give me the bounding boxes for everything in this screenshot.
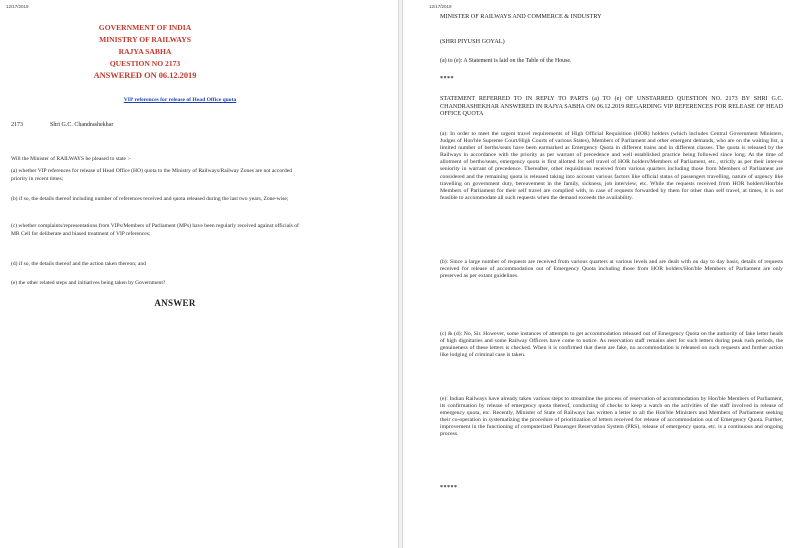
question-a: (a) whether VIP references for release of Head Office (HO) quota to the Ministry of Railways/Railway Zones are not accorded priority in recent times; (11, 168, 292, 183)
reply-c-d: (c) & (d): No, Sir. However, some instances of attempts to get accommodation released out of Emergency Quota on the authority of fake letter heads of high dignitaries and some Railway Officers have come to notice. As reservation staff remains alert for such letters during peak rush periods, the genuineness of these letters is checked. When it is confirmed that these are fake, no accommodation is released on such requests and further action like lodging of criminal case is taken. (440, 331, 783, 359)
question-d: (d) if so, the details thereof and the action taken thereon; and (11, 261, 146, 267)
end-stars: ***** (440, 485, 458, 491)
reply-a: (a): In order to meet the urgent travel requirements of High Official Requisition (HOR) holders (which includes Central Government Ministers, Judges of Hon'ble Supreme Court/High Courts of various States), Members of Parliament and other emergent demands, who are on the waiting list, a limited number of berths/seats have been earmarked as Emergency Quota in different trains and in different classes. The quota is released by the Railways in accordance with the priority as per warrant of precedence and well established practice being followed since long. At the time of allotment of berths/seats, emergency quota is first allotted for self travel of HOR holders/Members of Parliament, etc., strictly as per their inter-se seniority in warrant of precedence. Thereafter, other requisitions received from various quarters including those from Members of Parliament are considered and the remaining quota is released taking into account various factors like official status of passengers travelling, nature of urgency like travelling on government duty, bereavement in the family, sickness, job interview, etc. While the requests received from HOR holders/Hon'ble Members of Parliament for their self travel are complied with, in case of requests forwarded by them for other than self travel, at times, it is not feasible to accommodate all such requests when the demand exceeds the availability. (440, 131, 783, 201)
header-government: GOVERNMENT OF INDIA (98, 23, 192, 32)
subject-link[interactable]: VIP references for release of Head Office quota (123, 97, 237, 103)
header-question-no: QUESTION NO 2173 (109, 59, 181, 68)
answer-heading: ANSWER (154, 298, 196, 308)
reply-e: (e): Indian Railways have already taken various steps to streamline the process of reservation of accommodation by Hon'ble Members of Parliament, its confirmation by release of emergency quota thereof, conducting of checks to keep a watch on the activities of the staff involved in release of emergency quota, etc. Recently, Minister of State of Railways has written a letter to all the Hon'ble Ministers and Members of Parliament seeking their co-operation in systematizing the procedure of prioritization of letters received for release of accommodation out of Emergency Quota. Further, improvement in the functioning of computerized Passenger Reservation System (PRS), release of emergency quota, etc. is a continuous and ongoing process. (440, 396, 783, 438)
question-intro: Will the Minister of RAILWAYS be pleased to state :- (11, 156, 131, 162)
reply-b: (b): Since a large number of requests are received from various quarters at various levels and are dealt with on day to day basis, details of requests received for release of accommodation out of Emergency Quota including those from HOR holders/Hon'ble Members of Parliament are only preserved as per extant guidelines. (440, 259, 783, 280)
header-house: RAJYA SABHA (118, 47, 172, 56)
question-e: (e) the other related steps and initiatives being taken by Government? (11, 280, 166, 286)
member-name: Shri G.C. Chandrashekhar (50, 122, 114, 128)
minister-name: (SHRI PIYUSH GOYAL) (440, 38, 505, 45)
print-date-right: 12/17/2019 (429, 4, 452, 9)
statement-laid: (a) to (e): A Statement is laid on the Table of the House. (440, 58, 572, 64)
right-page (402, 0, 792, 548)
minister-title: MINISTER OF RAILWAYS AND COMMERCE & INDUSTRY (440, 13, 602, 20)
question-number: 2173 (11, 122, 23, 128)
header-answered-on: ANSWERED ON 06.12.2019 (93, 71, 197, 80)
print-date: 12/17/2019 (6, 4, 29, 9)
question-c: (c) whether complaints/representations from VIPs/Members of Parliament (MPs) have been regularly received against officials of MR Cell for deliberate and biased treatment of VIP references; (11, 223, 299, 238)
question-b: (b) if so, the details thereof including number of references received and quota released during the last two years, Zone-wise; (11, 196, 289, 202)
separator-stars: **** (440, 76, 454, 82)
header-ministry: MINISTRY OF RAILWAYS (99, 35, 191, 44)
statement-title: STATEMENT REFERRED TO IN REPLY TO PARTS (a) TO (e) OF UNSTARRED QUESTION NO. 2173 BY SHRI G.C. CHANDRASHEKHAR ANSWERED IN RAJYA SABHA ON 06.12.2019 REGARDING VIP REFERENCES FOR RELEASE OF HEAD OFFICE QUOTA (440, 96, 783, 118)
